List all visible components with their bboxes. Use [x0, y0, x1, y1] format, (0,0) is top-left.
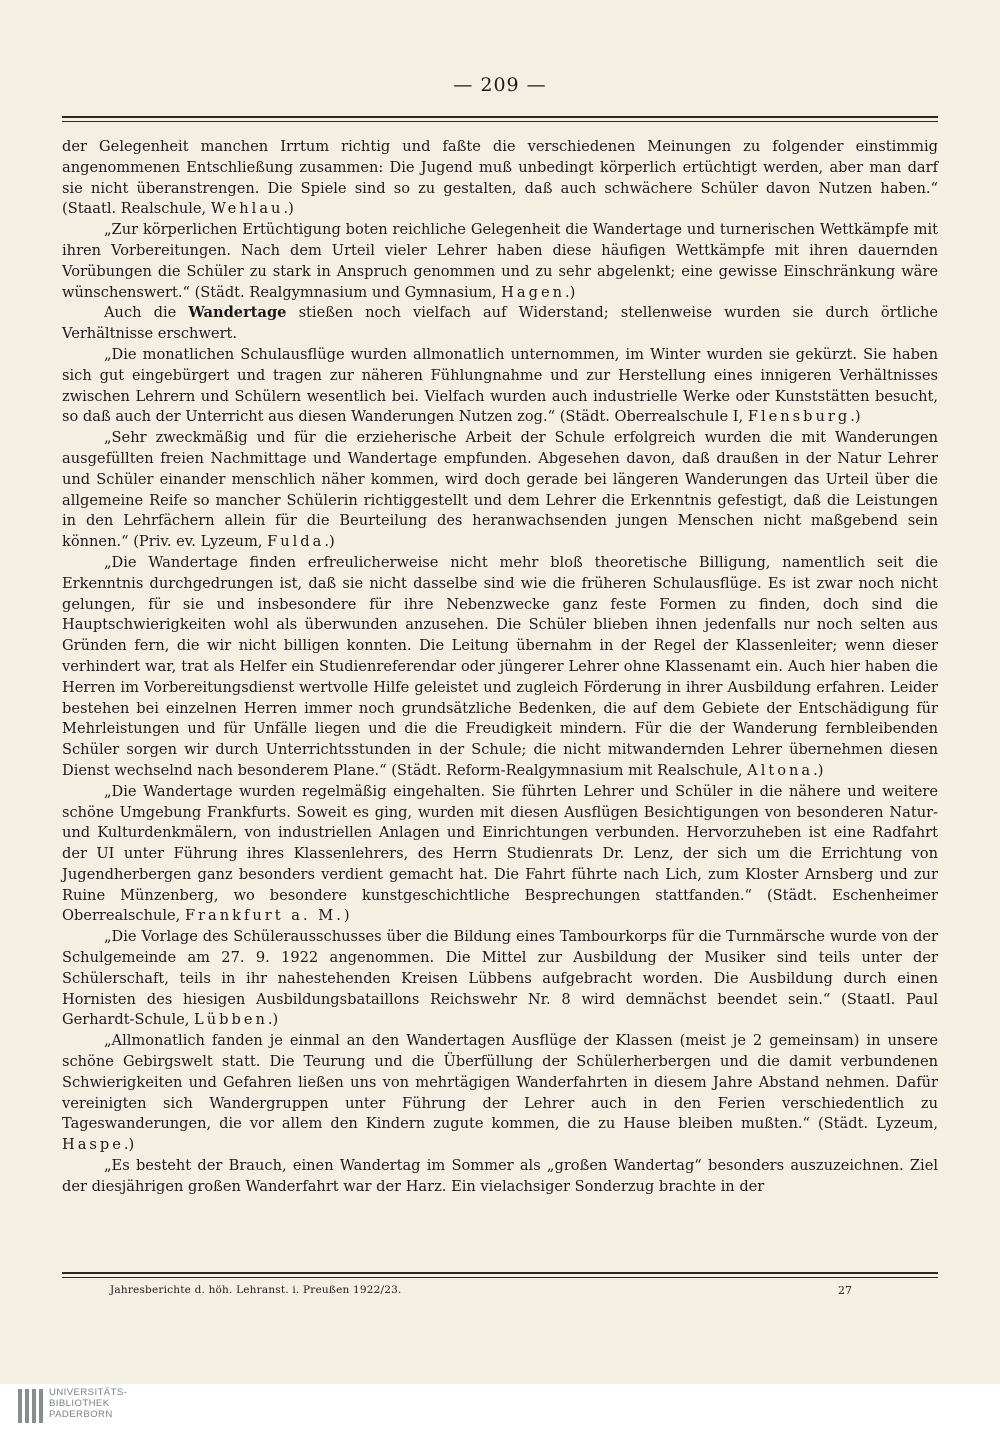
text-run: „Es besteht der Brauch, einen Wandertag im Sommer als „großen Wandertag“ besonders auszuzeichnen. Ziel der diesjährigen großen Wanderfahrt war der Harz. Ein vielachsiger Sonderzug brachte in der: [62, 1157, 938, 1195]
paragraph: [62, 137, 938, 220]
paragraph: [62, 345, 938, 428]
text-run: .): [564, 283, 576, 301]
paragraph: [62, 553, 938, 782]
paragraph: [62, 428, 938, 553]
footer-rule-thin: [62, 1277, 938, 1278]
place-name: Hagen: [501, 283, 565, 301]
header-rule: [62, 116, 938, 118]
text-run: .): [813, 761, 824, 779]
place-name: Wehlau: [210, 200, 284, 218]
place-name: Altona: [747, 761, 814, 779]
place-name: Lübben: [194, 1011, 268, 1029]
text-run: .): [267, 1011, 279, 1029]
text-run: „Die Wandertage finden erfreulicherweise nicht mehr bloß theoretische Billigung, namentlich seit die Erkenntnis durchgedrungen ist, daß sie nicht dasselbe sind wie die früheren Schulausflüge. Es ist zwar noch nicht gelungen, für sie und insbesondere für ihre Nebenzwecke ganz feste Formen zu finden, doch sind die Hauptschwierigkeiten wohl als überwunden anzusehen. Die Schüler blieben ihnen jedenfalls nur noch selten aus Gründen fern, die wir nicht billigen konnten. Die Leitung übernahm in der Regel der Klassenleiter; wenn dieser verhindert war, trat als Helfer ein Studienreferendar oder jüngerer Lehrer ohne Klassenamt ein. Auch hier haben die Herren im Vorbereitungsdienst wertvolle Hilfe geleistet und zugleich Förderung in ihrer Ausbildung erfahren. Leider bestehen bei einzelnen Herren immer noch grundsätzliche Bedenken, die auf dem Gebiete der Entschädigung für Mehrleistungen und für Unfälle liegen und die die Freudigkeit mindern. Für die der Wanderung fernbleibenden Schüler sorgen wir durch Unterrichtsstunden in der Schule; die nicht mitwandernden Lehrer übernehmen diesen Dienst wechselnd nach besonderem Plane.“ (Städt. Reform-Realgymnasium mit Realschule,: [62, 553, 938, 779]
text-run: .): [123, 1136, 135, 1154]
paragraph: [62, 927, 938, 1031]
library-logo: [18, 1389, 44, 1423]
paragraph: [62, 220, 938, 303]
place-name: Haspe: [62, 1136, 124, 1154]
text-run: ): [343, 907, 350, 925]
text-run: .): [283, 200, 294, 218]
text-run: „Sehr zweckmäßig und für die erzieherische Arbeit der Schule erfolgreich wurden die mit Wanderungen ausgefüllten freien Nachmittage und Wandertage empfunden. Abgesehen davon, daß draußen in der Natur Lehrer und Schüler einander menschlich näher kommen, wird doch gerade bei längeren Wanderungen das Urteil über die allgemeine Reife so mancher Schülerin richtiggestellt und dem Lehrer die Erkenntnis gefestigt, daß die Leistungen in den Lehrfächern allein für die Beurteilung des heranwachsenden jungen Menschen nicht maßgebend sein können.“ (Priv. ev. Lyzeum,: [62, 429, 938, 551]
text-run: .): [850, 408, 861, 426]
emphasis: Wandertage: [188, 304, 287, 322]
page-number: — 209 —: [453, 74, 547, 96]
text-run: „Die monatlichen Schulausflüge wurden allmonatlich unternommen, im Winter wurden sie gekürzt. Sie haben sich gut eingebürgert und tragen zur näheren Fühlungnahme und zur Herstellung eines innigeren Verhältnisses zwischen Lehrern und Schülern wesentlich bei. Vielfach wurden auch industrielle Werke oder Kunststätten besucht, so daß auch der Unterricht aus diesen Wanderungen Nutzen zog.“ (Städt. Oberrealschule I,: [62, 345, 938, 426]
library-name-line1: UNIVERSITÄTS-: [49, 1387, 128, 1398]
text-run: „Allmonatlich fanden je einmal an den Wandertagen Ausflüge der Klassen (meist je 2 gemeinsam) in unsere schöne Gebirgswelt statt. Die Teurung und die Überfüllung der Schülerherbergen und die damit verbundenen Schwierigkeiten und Gefahren ließen uns von mehrtägigen Wanderfahrten in diesem Jahre Abstand nehmen. Dafür vereinigten sich Wandergruppen unter Führung der Lehrer auch in den Ferien verschiedentlich zu Tageswanderungen, die vor allem den Kindern zugute kommen, die zu Hause bleiben mußten.“ (Städt. Lyzeum,: [62, 1032, 938, 1133]
text-run: „Die Vorlage des Schülerausschusses über die Bildung eines Tambourkorps für die Turnmärsche wurde von der Schulgemeinde am 27. 9. 1922 angenommen. Die Mittel zur Ausbildung der Musiker sind teils unter der Schülerschaft, teils in ihr nahestehenden Kreisen Lübbens aufgebracht worden. Die Ausbildung durch einen Hornisten des hiesigen Ausbildungsbataillons Reichswehr Nr. 8 wird demnächst beendet sein.“ (Staatl. Paul Gerhardt-Schule,: [62, 928, 938, 1029]
text-run: der Gelegenheit manchen Irrtum richtig und faßte die verschiedenen Meinungen zu folgender einstimmig angenommenen Entschließung zusammen: Die Jugend muß unbedingt körperlich ertüchtigt werden, aber man darf sie nicht überanstrengen. Die Spiele sind so zu gestalten, daß auch schwächere Schüler davon Nutzen haben.“ (Staatl. Realschule,: [62, 138, 938, 218]
place-name: Fulda: [267, 533, 325, 551]
paragraph: [62, 1031, 938, 1156]
footer-sheet-number: 27: [838, 1284, 852, 1297]
text-run: .): [324, 533, 335, 551]
place-name: Flensburg: [747, 408, 851, 426]
header-rule-thin: [62, 121, 938, 122]
text-run: „Die Wandertage wurden regelmäßig eingehalten. Sie führten Lehrer und Schüler in die nähere und weitere schöne Umgebung Frankfurts. Soweit es ging, wurden mit diesen Ausflügen Besichtigungen von besonderen Natur- und Kulturdenkmälern, von industriellen Anlagen und Einrichtungen verbunden. Hervorzuheben ist eine Radfahrt der UI unter Führung ihres Klassenlehrers, des Herrn Studienrats Dr. Lenz, der sich um die Errichtung von Jugendherbergen ganz besonders verdient gemacht hat. Die Fahrt führte nach Lich, zum Kloster Arnsberg und zur Ruine Münzenberg, wo besondere kunstgeschichtliche Besprechungen stattfanden.“ (Städt. Eschenheimer Oberrealschule,: [62, 782, 938, 925]
place-name: Frankfurt a. M.: [184, 907, 344, 925]
text-run: Auch die: [104, 304, 189, 322]
library-strip: [0, 1384, 1000, 1439]
library-name: [49, 1387, 127, 1420]
paragraph: [62, 303, 938, 345]
paragraph: [62, 1156, 938, 1198]
footer-publication: Jahresberichte d. höh. Lehranst. i. Preußen 1922/23.: [110, 1284, 402, 1296]
body-text: [62, 137, 938, 1198]
paragraph: [62, 782, 938, 928]
text-run: „Zur körperlichen Ertüchtigung boten reichliche Gelegenheit die Wandertage und turnerischen Wettkämpfe mit ihren Vorbereitungen. Nach dem Urteil vieler Lehrer haben diese häufigen Wettkämpfe mit ihren dauernden Vorübungen die Schüler zu stark in Anspruch genommen und zu sehr abgelenkt; eine gewisse Einschränkung wäre wünschenswert.“ (Städt. Realgymnasium und Gymnasium,: [62, 221, 938, 301]
library-name-line3: PADERBORN: [49, 1409, 113, 1420]
footer-rule: [62, 1272, 938, 1274]
library-name-line2: BIBLIOTHEK: [49, 1398, 110, 1409]
text-run: stießen noch vielfach auf Widerstand; stellenweise wurden sie durch örtliche Verhältnisse erschwert.: [62, 304, 939, 343]
